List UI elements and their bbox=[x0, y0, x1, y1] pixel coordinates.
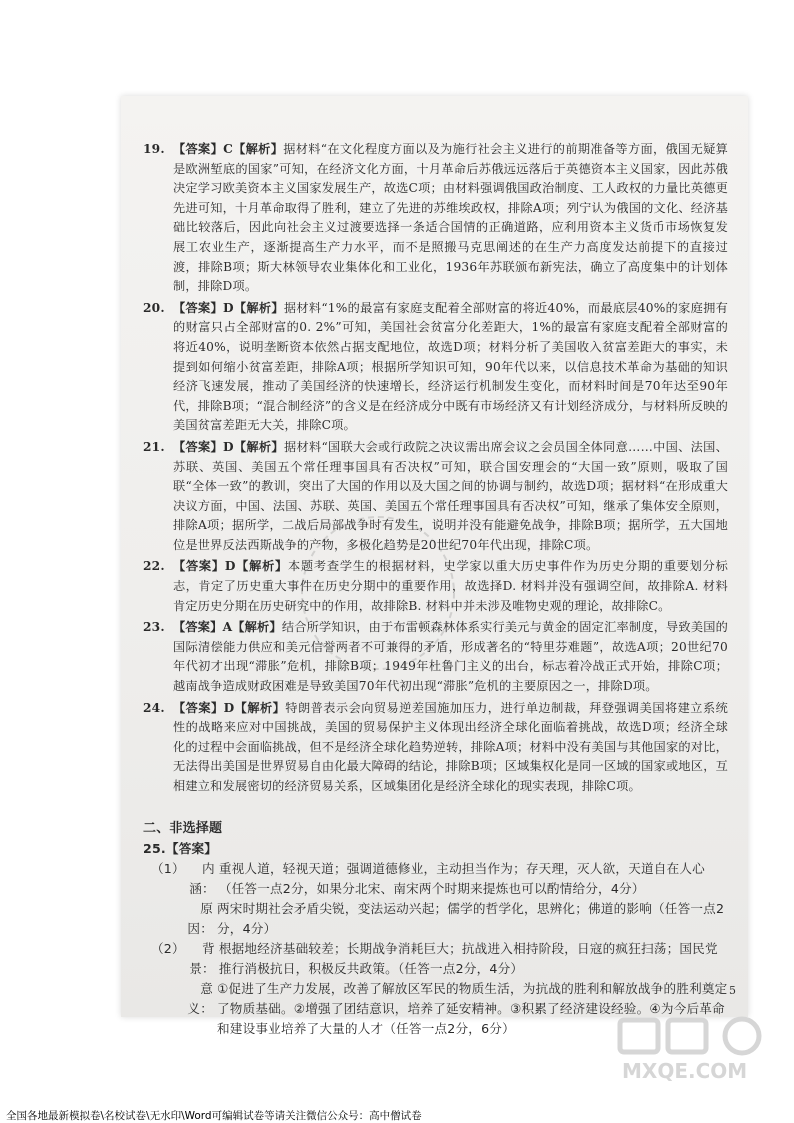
row-label: 意义： bbox=[187, 980, 213, 1016]
question-number: 19. bbox=[143, 142, 165, 156]
answer-row-neihan bbox=[143, 859, 728, 899]
question-21 bbox=[143, 438, 728, 556]
exam-page bbox=[121, 96, 748, 1036]
footer-text: 全国各地最新模拟卷\名校试卷\无水印\Word可编辑试卷等请关注微信公众号：高中僧试卷 bbox=[6, 1110, 422, 1122]
explanation-text: 特朗普表示会向贸易逆差国施加压力，进行单边制裁，拜登强调美国将建立系统性的战略来应对中国挑战，美国的贸易保护主义体现出经济全球化面临着挑战，故选D项；经济全球化的过程中会面临挑战，但不是经济全球化趋势逆转，排除A项；材料中没有美国与其他国家的对比，无法得出美国是世界贸易自由化最大障碍的结论，排除B项；区域集权化是同一区域的国家或地区，互相建立和发展密切的经济贸易关系，区域集团化是经济全球化的现实表现，排除C项。 bbox=[173, 700, 729, 793]
answer-row-yuanyin bbox=[143, 899, 728, 939]
row-label: 内涵： bbox=[189, 860, 215, 896]
question-number: 21. bbox=[143, 439, 165, 454]
site-logo bbox=[612, 1012, 792, 1084]
answer-content bbox=[143, 140, 728, 1039]
page-number: 5 bbox=[729, 984, 736, 997]
question-25 bbox=[143, 839, 728, 1039]
explanation-text: 据材料“在文化程度方面以及为施行社会主义进行的前期准备等方面，俄国无疑算是欧洲堑底的国家”可知，在经济文化方面，十月革命后苏俄远远落后于英德资本主义国家，因此苏俄决定学习欧美资本主义国家发展生产，故选C项；由材料强调俄国政治制度、工人政权的力量比英德更先进可知，十月革命取得了胜利，建立了先进的苏维埃政权，排除A项；列宁认为俄国的文化、经济基础比较落后，因此向社会主义过渡要选择一条适合国情的正确道路，应利用资本主义货币市场恢复发展工农业生产，逐渐提高生产力水平，而不是照搬马克思阐述的在生产力高度发达前提下的直接过渡，排除B项；斯大林领导农业集体化和工业化，1936年苏联颁布新宪法，确立了高度集中的计划体制，排除D项。 bbox=[173, 142, 728, 294]
question-number: 22. bbox=[143, 559, 165, 574]
row-label: 背景： bbox=[189, 940, 215, 976]
answer-row-beijing bbox=[143, 939, 728, 979]
answer-tag: 【答案】D【解析】 bbox=[173, 559, 288, 574]
explanation-text: 结合所学知识，由于布雷顿森林体系实行美元与黄金的固定汇率制度，导致美国的国际清偿能力供应和美元信誉两者不可兼得的矛盾，形成著名的“特里芬难题”，故选A项；20世纪70年代初才出现“滞胀”危机，排除B项；1949年杜鲁门主义的出台，标志着冷战正式开始，排除C项；越南战争造成财政困难是导致美国70年代初出现“滞胀”危机的主要原因之一，排除D项。 bbox=[173, 620, 729, 694]
explanation-text: 据材料“国联大会或行政院之决议需出席会议之会员国全体同意……中国、法国、苏联、英国、美国五个常任理事国具有否决权”可知，联合国安理会的“大国一致”原则，吸取了国联“全体一致”的教训，突出了大国的作用以及大国之间的协调与制约，故选D项；据材料“在形成重大决议方面，中国、法国、苏联、英国、美国五个常任理事国具有否决权”可知，继承了集体安全原则，排除A项；据所学，二战后局部战争时有发生，说明并没有能避免战争，排除B项；据所学，五大国地位是世界反法西斯战争的产物，多极化趋势是20世纪70年代出现，排除C项。 bbox=[173, 439, 728, 552]
question-number: 24. bbox=[143, 700, 165, 715]
answer-tag: 【答案】A【解析】 bbox=[173, 620, 282, 635]
answer-tag: 【答案】C【解析】 bbox=[173, 142, 284, 156]
svg-text:MXQE.COM: MXQE.COM bbox=[622, 1059, 748, 1083]
question-20 bbox=[143, 299, 728, 436]
question-number: 23. bbox=[143, 620, 165, 635]
section-title: 二、非选择题 bbox=[143, 820, 223, 836]
row-text: ①促进了生产力发展，改善了解放区军民的物质生活，为抗战的胜利和解放战争的胜利奠定了物质基础。②增强了团结意识，培养了延安精神。③积累了经济建设经验。④为今后革命和建设事业培养了大量的人才（任答一点2分，6分） bbox=[217, 980, 728, 1036]
question-number: 20. bbox=[143, 300, 165, 315]
part-label: （2） bbox=[151, 940, 185, 956]
question-24 bbox=[143, 699, 728, 797]
row-label: 原因： bbox=[187, 900, 213, 936]
explanation-text: 本题考查学生的根据材料，史学家以重大历史事件作为历史分期的重要划分标志，肯定了历史重大事件在历史分期中的重要作用，故选择D. 材料并没有强调空间，故排除A. 材料肯定历史分期在历史研究中的作用，故排除B. 材料中并未涉及唯物史观的理论，故排除C。 bbox=[173, 559, 728, 613]
question-19 bbox=[143, 140, 728, 297]
question-25-head: 25.【答案】 bbox=[143, 840, 218, 856]
answer-tag: 【答案】D【解析】 bbox=[173, 700, 286, 715]
row-text: 重视人道，轻视天道；强调道德修业，主动担当作为；存天理，灭人欲，天道自在人心（任答一点2分，如果分北宋、南宋两个时期来提炼也可以酌情给分，4分） bbox=[218, 860, 705, 896]
answer-tag: 【答案】D【解析】 bbox=[173, 300, 284, 315]
row-text: 根据地经济基础较差；长期战争消耗巨大；抗战进入相持阶段，日寇的疯狂扫荡；国民党推行消极抗日，积极反共政策。（任答一点2分，4分） bbox=[218, 940, 718, 976]
question-23 bbox=[143, 618, 728, 696]
question-22 bbox=[143, 557, 728, 616]
part-label: （1） bbox=[151, 860, 185, 876]
explanation-text: 据材料“1%的最富有家庭支配着全部财富的将近40%，而最底层40%的家庭拥有的财富只占全部财富的0. 2%”可知，美国社会贫富分化差距大，1%的最富有家庭支配着全部财富的将近40%，说明垄断资本依然占据支配地位，故选D项；材料分析了美国收入贫富差距大的事实，未提到如何缩小贫富差距，排除A项；根据所学知识可知，90年代以来，以信息技术革命为基础的知识经济飞速发展，推动了美国经济的快速增长，经济运行机制发生变化，而材料时间是70年达至90年代，排除B项；“混合制经济”的含义是在经济成分中既有市场经济又有计划经济成分，与材料所反映的美国贫富差距无大关，排除C项。 bbox=[173, 300, 729, 433]
answer-tag: 【答案】D【解析】 bbox=[173, 439, 284, 454]
row-text: 两宋时期社会矛盾尖锐，变法运动兴起；儒学的哲学化，思辨化；佛道的影响（任答一点2分，4分） bbox=[217, 900, 725, 936]
